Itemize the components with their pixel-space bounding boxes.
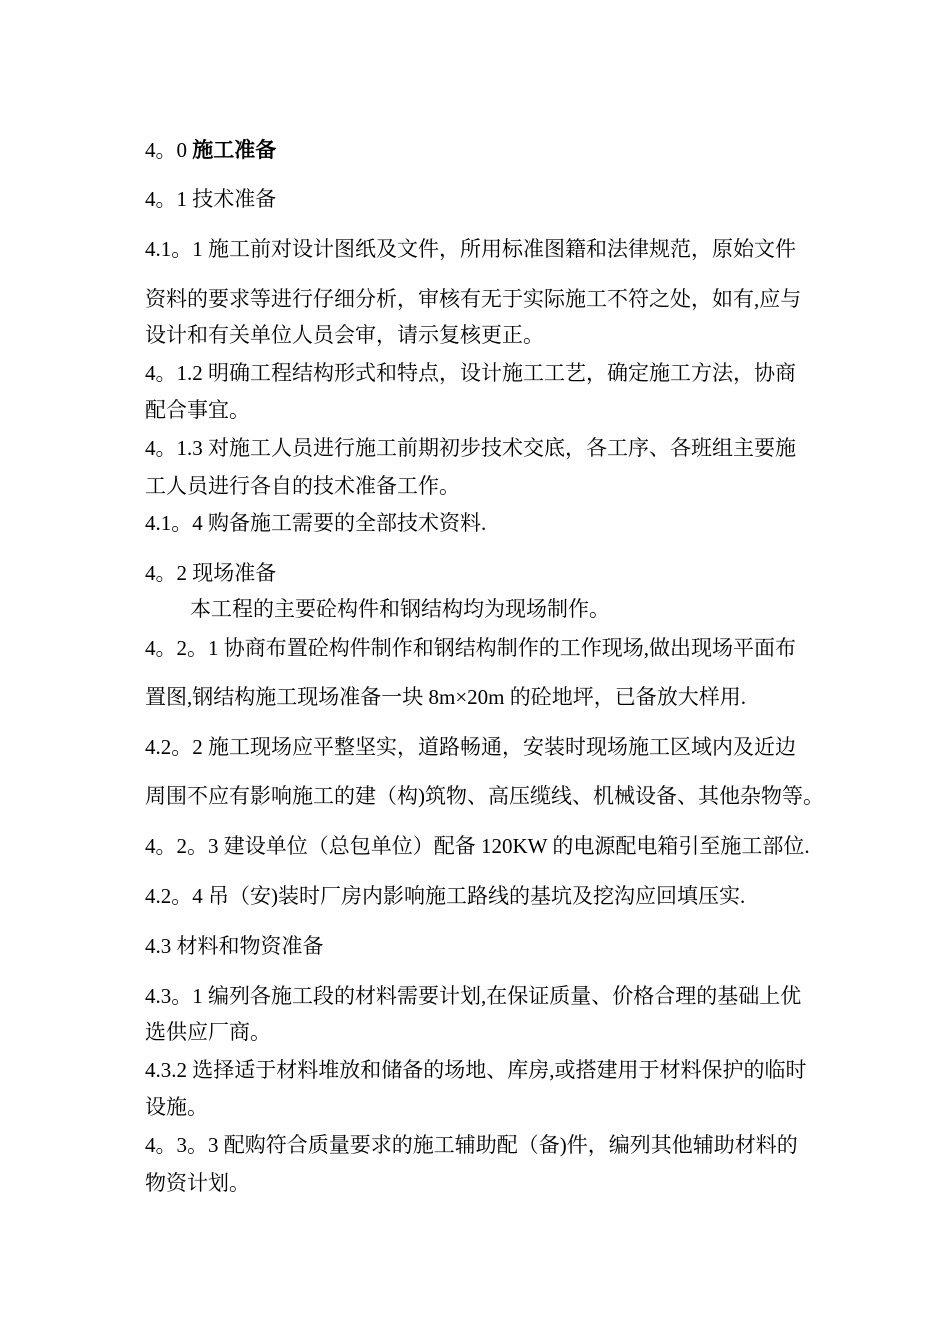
paragraph-line: 4.2。4 吊（安)装时厂房内影响施工路线的基坑及挖沟应回填压实. bbox=[145, 884, 746, 908]
paragraph-line: 4.3.2 选择适于材料堆放和储备的场地、库房,或搭建用于材料保护的临时 bbox=[145, 1058, 807, 1082]
heading-title: 施工准备 bbox=[192, 138, 277, 162]
paragraph-line: 4.3。1 编列各施工段的材料需要计划,在保证质量、价格合理的基础上优 bbox=[145, 984, 802, 1008]
section-heading-4-0 bbox=[145, 137, 276, 163]
paragraph-line: 4。3。3 配购符合质量要求的施工辅助配（备)件，编列其他辅助材料的 bbox=[145, 1133, 798, 1157]
paragraph-line: 工人员进行各自的技术准备工作。 bbox=[145, 474, 460, 498]
paragraph-line: 4。1.2 明确工程结构形式和特点，设计施工工艺，确定施工方法，协商 bbox=[145, 361, 796, 385]
paragraph-line: 4.1。4 购备施工需要的全部技术资料. bbox=[145, 511, 487, 535]
subsection-heading: 4.3 材料和物资准备 bbox=[145, 934, 324, 958]
subsection-heading: 4。2 现场准备 bbox=[145, 561, 277, 585]
paragraph-line: 物资计划。 bbox=[145, 1171, 250, 1195]
paragraph-line: 4。1.3 对施工人员进行施工前期初步技术交底，各工序、各班组主要施 bbox=[145, 436, 796, 460]
subsection-heading: 4。1 技术准备 bbox=[145, 187, 277, 211]
paragraph-line: 4.1。1 施工前对设计图纸及文件，所用标准图籍和法律规范，原始文件 bbox=[145, 237, 796, 261]
paragraph-line: 4。2。3 建设单位（总包单位）配备 120KW 的电源配电箱引至施工部位. bbox=[145, 834, 810, 858]
paragraph-line: 设计和有关单位人员会审，请示复核更正。 bbox=[145, 323, 544, 347]
paragraph-line: 4。2。1 协商布置砼构件制作和钢结构制作的工作现场,做出现场平面布 bbox=[145, 636, 796, 660]
paragraph-line: 资料的要求等进行仔细分析，审核有无于实际施工不符之处，如有,应与 bbox=[145, 287, 802, 311]
heading-number: 4。0 bbox=[145, 138, 193, 162]
paragraph-line: 周围不应有影响施工的建（构)筑物、高压缆线、机械设备、其他杂物等。 bbox=[145, 784, 824, 808]
paragraph-line: 配合事宜。 bbox=[145, 398, 250, 422]
paragraph-line: 设施。 bbox=[145, 1095, 208, 1119]
paragraph-line: 本工程的主要砼构件和钢结构均为现场制作。 bbox=[190, 597, 610, 621]
paragraph-line: 置图,钢结构施工现场准备一块 8m×20m 的砼地坪，已备放大样用. bbox=[145, 685, 747, 709]
paragraph-line: 选供应厂商。 bbox=[145, 1020, 271, 1044]
paragraph-line: 4.2。2 施工现场应平整坚实，道路畅通，安装时现场施工区域内及近边 bbox=[145, 735, 796, 759]
